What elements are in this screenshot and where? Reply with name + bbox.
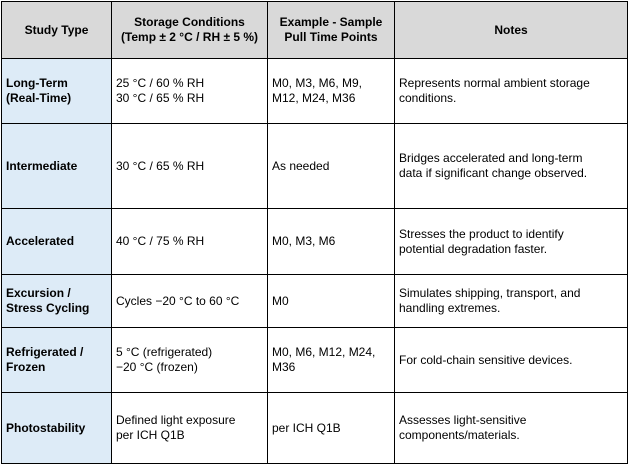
cell-line: conditions. [399,91,457,105]
cell-notes [395,124,628,209]
table-row [2,124,628,209]
cell-line: −20 °C (frozen) [116,360,198,374]
cell-line: per ICH Q1B [116,428,185,442]
cell-line: Stress Cycling [6,301,90,315]
header-line: Storage Conditions [134,15,245,29]
cell-line: 5 °C (refrigerated) [116,345,213,359]
cell-study-type [2,393,112,464]
header-pull-time-points [268,2,395,59]
cell-line: (Real-Time) [6,91,72,105]
cell-time-points [268,209,395,275]
cell-line: Defined light exposure [116,413,236,427]
cell-time-points [268,393,395,464]
cell-line: handling extremes. [399,301,501,315]
header-notes [395,2,628,59]
cell-storage-conditions [112,59,268,124]
cell-line: Accelerated [6,234,75,248]
cell-study-type [2,275,112,328]
cell-line: Excursion / [6,286,71,300]
cell-line: Cycles −20 °C to 60 °C [116,293,240,308]
cell-study-type [2,328,112,393]
cell-line: Intermediate [6,158,78,173]
cell-notes [395,275,628,328]
cell-line: potential degradation faster. [399,241,548,256]
cell-study-type [2,59,112,124]
cell-line: M12, M24, M36 [272,91,356,105]
cell-line: Refrigerated / [6,345,84,359]
cell-storage-conditions [112,328,268,393]
header-study-type [2,2,112,59]
cell-time-points [268,275,395,328]
cell-notes [395,328,628,393]
cell-line: As needed [272,158,330,173]
cell-line: Long-Term [6,76,68,90]
cell-line: M0, M6, M12, M24, [272,345,376,359]
table-row [2,209,628,275]
header-storage-conditions [112,2,268,59]
cell-study-type [2,124,112,209]
cell-line: Assesses light-sensitive [399,413,527,427]
header-line: Notes [494,22,528,37]
header-line: Study Type [24,22,89,37]
cell-storage-conditions [112,393,268,464]
cell-line: 25 °C / 60 % RH [116,76,205,90]
header-line: Pull Time Points [284,30,378,44]
header-line: (Temp ± 2 °C / RH ± 5 %) [120,30,259,44]
cell-line: 30 °C / 65 % RH [116,158,205,173]
cell-notes [395,209,628,275]
cell-line: M0, M3, M6, M9, [272,76,363,90]
cell-time-points [268,59,395,124]
cell-line: Bridges accelerated and long-term [399,151,583,165]
header-line: Example - Sample [279,15,383,29]
cell-study-type [2,209,112,275]
cell-line: 30 °C / 65 % RH [116,91,205,105]
cell-line: M0 [272,293,289,308]
table-row [2,59,628,124]
table-row [2,393,628,464]
cell-line: per ICH Q1B [272,420,341,435]
cell-notes [395,393,628,464]
stability-study-table [1,1,628,464]
cell-storage-conditions [112,275,268,328]
cell-line: Stresses the product to identify [399,226,564,241]
table-row [2,275,628,328]
cell-storage-conditions [112,209,268,275]
cell-line: components/materials. [399,428,520,442]
cell-storage-conditions [112,124,268,209]
cell-time-points [268,124,395,209]
cell-line: Represents normal ambient storage [399,76,590,90]
cell-line: For cold-chain sensitive devices. [399,352,573,367]
cell-line: Frozen [6,360,46,374]
cell-line: Photostability [6,420,86,435]
cell-line: 40 °C / 75 % RH [116,234,205,248]
cell-line: data if significant change observed. [399,166,588,180]
cell-line: Simulates shipping, transport, and [399,286,581,300]
cell-line: M0, M3, M6 [272,234,336,248]
table-header-row [2,2,628,59]
cell-line: M36 [272,360,296,374]
table-row [2,328,628,393]
cell-time-points [268,328,395,393]
cell-notes [395,59,628,124]
